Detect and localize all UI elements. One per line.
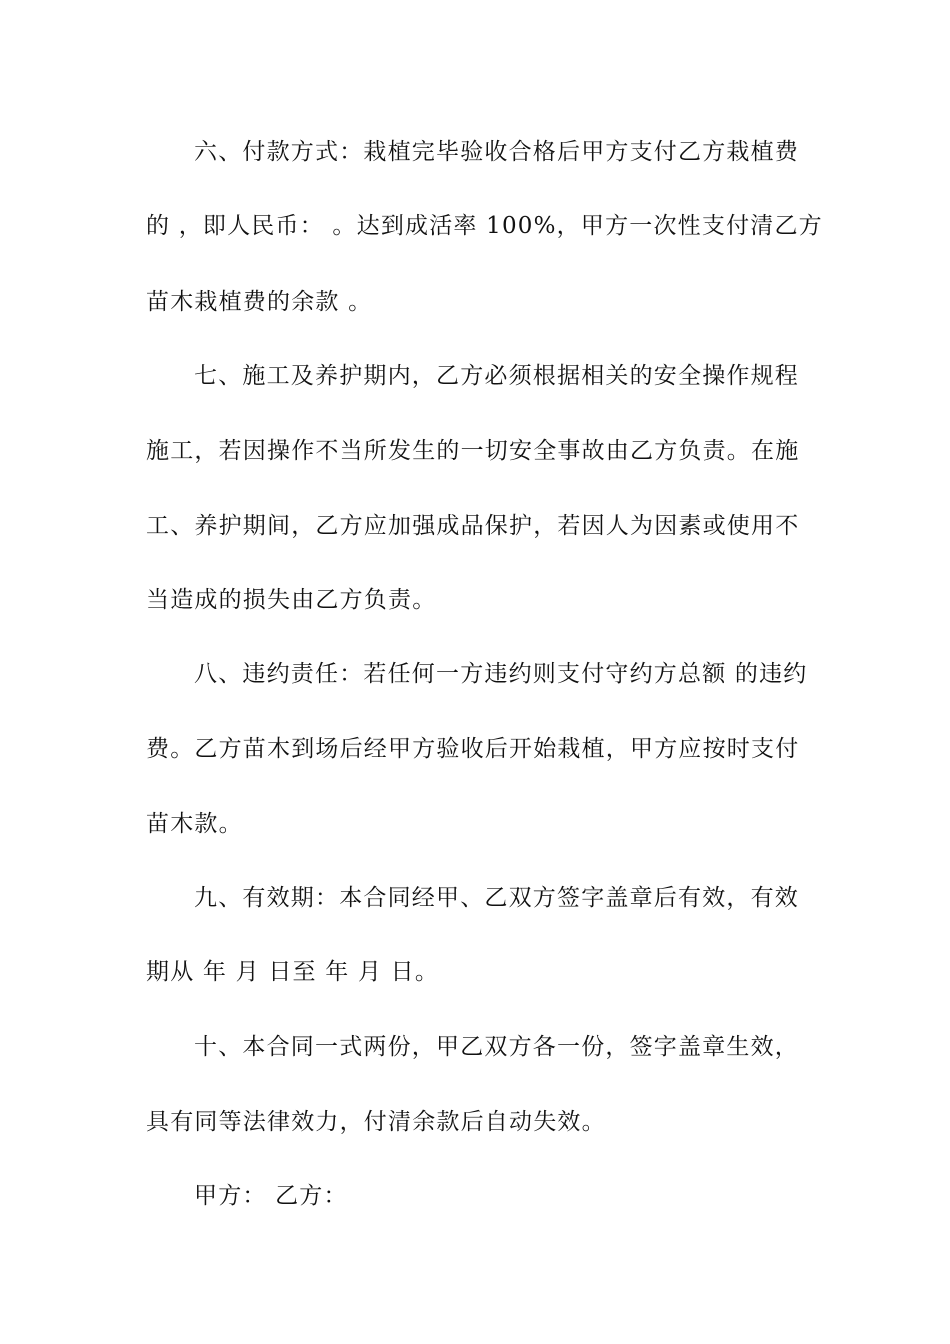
clause-6-line-1: 六、付款方式：栽植完毕验收合格后甲方支付乙方栽植费 — [194, 139, 799, 165]
clause-7-line-4: 当造成的损失由乙方负责。 — [146, 587, 437, 613]
clause-10-line-1: 十、本合同一式两份，甲乙双方各一份，签字盖章生效， — [194, 1034, 799, 1060]
clause-7-line-3: 工、养护期间，乙方应加强成品保护，若因人为因素或使用不 — [146, 513, 800, 539]
clause-6-line-3: 苗木栽植费的余款 。 — [146, 289, 373, 315]
clause-9-line-2: 期从 年 月 日至 年 月 日。 — [146, 959, 440, 985]
clause-6-line-2: 的 ，即人民币： 。达到成活率 100%，甲方一次性支付清乙方 — [146, 213, 823, 239]
clause-7-line-2: 施工，若因操作不当所发生的一切安全事故由乙方负责。在施 — [146, 438, 800, 464]
clause-8-line-2: 费。乙方苗木到场后经甲方验收后开始栽植，甲方应按时支付 — [146, 736, 800, 762]
clause-10-line-2: 具有同等法律效力，付清余款后自动失效。 — [146, 1109, 606, 1135]
clause-9-line-1: 九、有效期：本合同经甲、乙双方签字盖章后有效，有效 — [194, 885, 799, 911]
clause-8-line-3: 苗木款。 — [146, 811, 243, 837]
clause-8-line-1: 八、违约责任：若任何一方违约则支付守约方总额 的违约 — [194, 661, 808, 687]
clause-7-line-1: 七、施工及养护期内，乙方必须根据相关的安全操作规程 — [194, 363, 799, 389]
signature-line: 甲方： 乙方： — [194, 1183, 348, 1209]
